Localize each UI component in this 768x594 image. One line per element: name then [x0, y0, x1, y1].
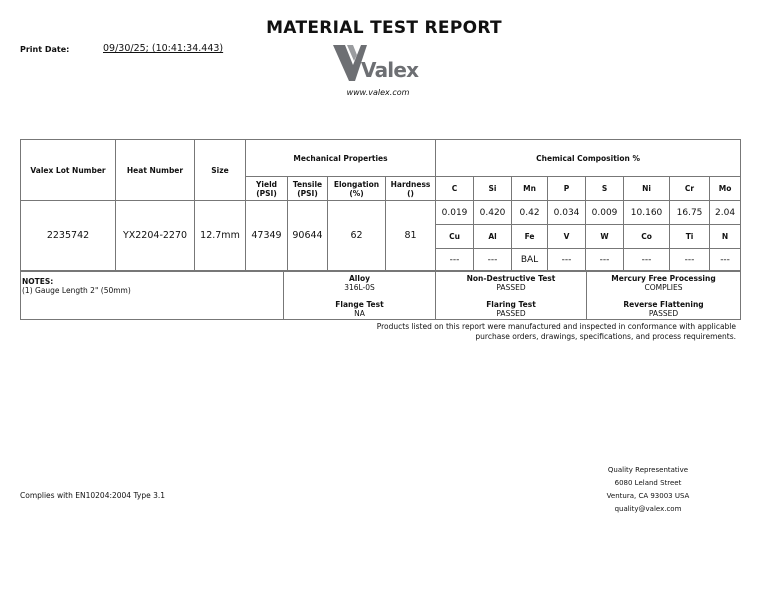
- print-date-value: 09/30/25; (10:41:34.443): [103, 43, 224, 54]
- conformance-statement: [316, 322, 736, 341]
- col-lot-header: Valex Lot Number: [21, 140, 116, 201]
- chem-value-w: ---: [586, 249, 624, 271]
- ndt-value: PASSED: [496, 283, 526, 292]
- chem-header-co: Co: [624, 225, 670, 249]
- flange-test-value: NA: [354, 309, 365, 318]
- ndt-label: Non-Destructive Test: [466, 274, 556, 283]
- print-date-label: Print Date:: [20, 45, 70, 54]
- chem-header-v: V: [548, 225, 586, 249]
- flaring-test-value: PASSED: [496, 309, 526, 318]
- chem-value-co: ---: [624, 249, 670, 271]
- chem-value-mn: 0.42: [512, 201, 548, 225]
- website-link[interactable]: www.valex.com: [346, 88, 410, 97]
- tests-summary-table: [20, 271, 741, 320]
- ndt-flaring-cell: [436, 272, 587, 320]
- col-tensile-header: Tensile (PSI): [288, 177, 328, 201]
- chem-header-ti: Ti: [670, 225, 710, 249]
- contact-street: 6080 Leland Street: [614, 479, 682, 487]
- alloy-value: 316L-0S: [344, 283, 375, 292]
- mercury-value: COMPLIES: [644, 283, 683, 292]
- chem-value-c: 0.019: [436, 201, 474, 225]
- notes-cell: [21, 272, 284, 320]
- col-yield-header: Yield (PSI): [246, 177, 288, 201]
- heat-number-cell: YX2204-2270: [116, 201, 195, 271]
- chem-header-c: C: [436, 177, 474, 201]
- alloy-label: Alloy: [349, 274, 370, 283]
- col-hardness-header: Hardness (): [386, 177, 436, 201]
- conformance-line: Products listed on this report were manufactured and inspected in conformance with applicable: [376, 322, 736, 331]
- chem-value-si: 0.420: [474, 201, 512, 225]
- chem-header-p: P: [548, 177, 586, 201]
- elongation-cell: 62: [328, 201, 386, 271]
- chem-header-cu: Cu: [436, 225, 474, 249]
- notes-title: NOTES:: [22, 277, 54, 286]
- chem-value-s: 0.009: [586, 201, 624, 225]
- chem-header-mn: Mn: [512, 177, 548, 201]
- chem-header-al: Al: [474, 225, 512, 249]
- lot-number-cell: 2235742: [21, 201, 116, 271]
- chem-header-n: N: [710, 225, 741, 249]
- chem-value-n: ---: [710, 249, 741, 271]
- mercury-label: Mercury Free Processing: [611, 274, 716, 283]
- report-title: MATERIAL TEST REPORT: [266, 18, 502, 38]
- mercury-reverse-cell: [587, 272, 741, 320]
- chem-value-p: 0.034: [548, 201, 586, 225]
- col-elongation-header: Elongation (%): [328, 177, 386, 201]
- contact-email[interactable]: quality@valex.com: [614, 505, 682, 513]
- complies-statement: Complies with EN10204:2004 Type 3.1: [20, 491, 166, 500]
- chem-value-mo: 2.04: [710, 201, 741, 225]
- valex-logo-text: Valex: [361, 58, 419, 82]
- chem-header-cr: Cr: [670, 177, 710, 201]
- chem-value-cr: 16.75: [670, 201, 710, 225]
- col-size-header: Size: [195, 140, 246, 201]
- mech-group-header: Mechanical Properties: [246, 140, 436, 177]
- tensile-cell: 90644: [288, 201, 328, 271]
- col-heat-header: Heat Number: [116, 140, 195, 201]
- conformance-line: purchase orders, drawings, specifications, and process requirements.: [475, 331, 736, 341]
- chem-header-si: Si: [474, 177, 512, 201]
- test-results-table: [20, 139, 741, 271]
- size-cell: 12.7mm: [195, 201, 246, 271]
- note-line: (1) Gauge Length 2" (50mm): [22, 286, 131, 295]
- chem-value-ti: ---: [670, 249, 710, 271]
- flaring-test-label: Flaring Test: [486, 300, 536, 309]
- alloy-flange-cell: [284, 272, 436, 320]
- chem-header-w: W: [586, 225, 624, 249]
- chem-header-fe: Fe: [512, 225, 548, 249]
- contact-city: Ventura, CA 93003 USA: [606, 492, 690, 500]
- reverse-flattening-value: PASSED: [648, 309, 679, 318]
- reverse-flattening-label: Reverse Flattening: [623, 300, 704, 309]
- hardness-cell: 81: [386, 201, 436, 271]
- chem-value-v: ---: [548, 249, 586, 271]
- yield-cell: 47349: [246, 201, 288, 271]
- quality-representative: Quality Representative: [607, 466, 689, 474]
- chem-value-cu: ---: [436, 249, 474, 271]
- chem-value-fe: BAL: [512, 249, 548, 271]
- chem-value-al: ---: [474, 249, 512, 271]
- chem-header-mo: Mo: [710, 177, 741, 201]
- chem-header-s: S: [586, 177, 624, 201]
- chem-value-ni: 10.160: [624, 201, 670, 225]
- chem-group-header: Chemical Composition %: [436, 140, 741, 177]
- chem-header-ni: Ni: [624, 177, 670, 201]
- flange-test-label: Flange Test: [335, 300, 384, 309]
